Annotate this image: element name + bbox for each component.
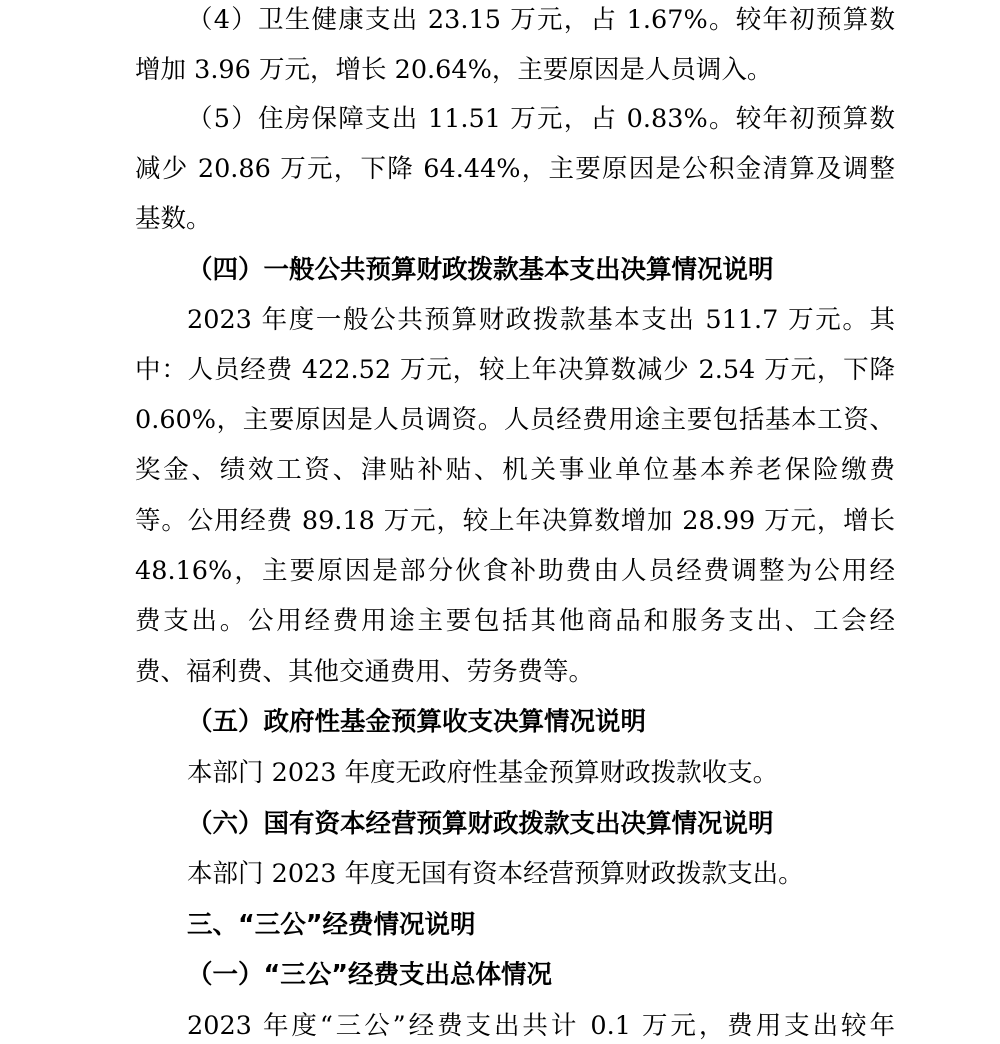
paragraph-state-capital: 本部门 2023 年度无国有资本经营预算财政拨款支出。 [187,859,804,889]
paragraph-line: 中：人员经费 422.52 万元，较上年决算数减少 2.54 万元，下降 [135,355,895,385]
section-heading-state-capital: （六）国有资本经营预算财政拨款支出决算情况说明 [187,809,774,839]
paragraph-three-public-total: 2023 年度“三公”经费支出共计 0.1 万元，费用支出较年 [187,1011,895,1041]
paragraph-line: 费、福利费、其他交通费用、劳务费等。 [135,657,595,687]
section-heading-government-fund: （五）政府性基金预算收支决算情况说明 [187,707,647,737]
paragraph-line: 增加 3.96 万元，增长 20.64%，主要原因是人员调入。 [135,55,773,85]
paragraph-health-expense: （4）卫生健康支出 23.15 万元，占 1.67%。较年初预算数 [187,5,895,35]
section-heading-basic-expenditure: （四）一般公共预算财政拨款基本支出决算情况说明 [187,255,774,285]
paragraph-line: 等。公用经费 89.18 万元，较上年决算数增加 28.99 万元，增长 [135,506,895,536]
paragraph-line: 基数。 [135,204,212,234]
subsection-heading-overall: （一）“三公”经费支出总体情况 [187,960,553,990]
paragraph-line: 0.60%，主要原因是人员调资。人员经费用途主要包括基本工资、 [135,405,895,435]
paragraph-line: 奖金、绩效工资、津贴补贴、机关事业单位基本养老保险缴费 [135,455,895,485]
paragraph-government-fund: 本部门 2023 年度无政府性基金预算财政拨款收支。 [187,758,779,788]
section-heading-three-public-expenses: 三、“三公”经费情况说明 [187,910,476,940]
paragraph-line: 48.16%，主要原因是部分伙食补助费由人员经费调整为公用经 [135,556,895,586]
paragraph-line: 费支出。公用经费用途主要包括其他商品和服务支出、工会经 [135,606,895,636]
paragraph-housing-expense: （5）住房保障支出 11.51 万元，占 0.83%。较年初预算数 [187,104,895,134]
paragraph-basic-expenditure: 2023 年度一般公共预算财政拨款基本支出 511.7 万元。其 [187,305,895,335]
paragraph-line: 减少 20.86 万元，下降 64.44%，主要原因是公积金清算及调整 [135,154,895,184]
